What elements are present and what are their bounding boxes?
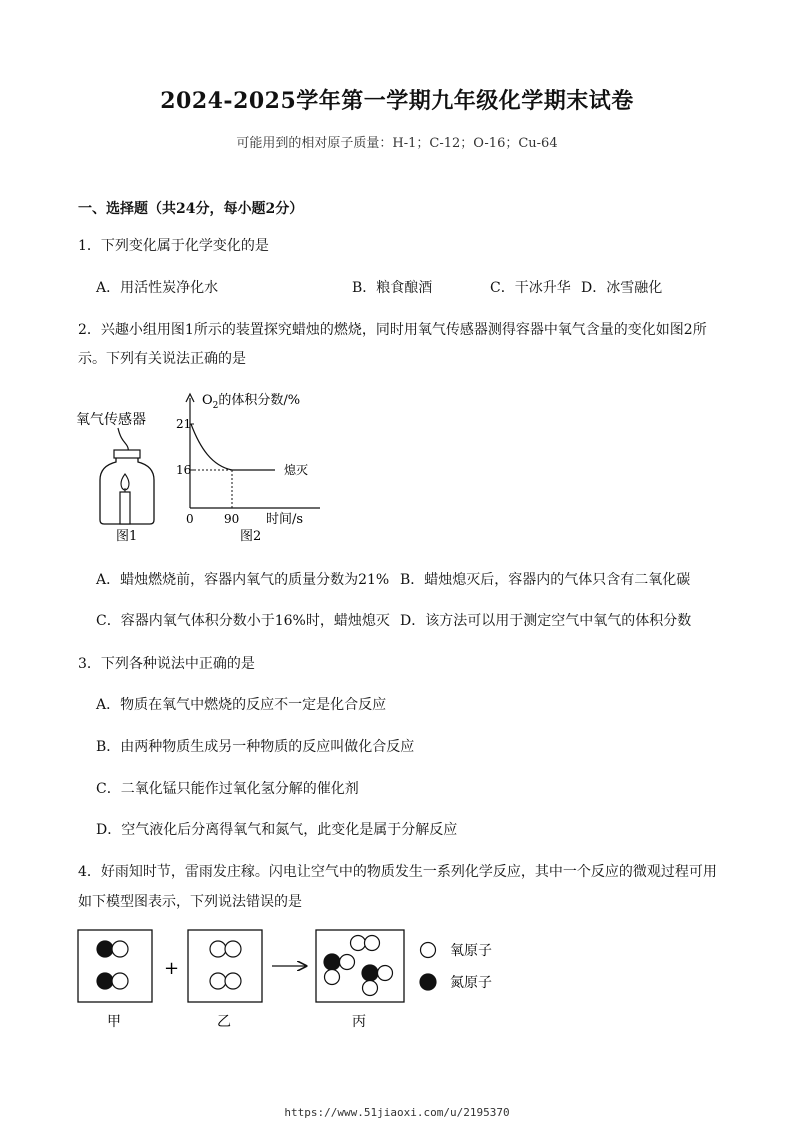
q2-option-d: D．该方法可以用于测定空气中氧气的体积分数 [400, 613, 692, 629]
fig2-ytick-16: 16 [176, 463, 192, 477]
oxygen-atom [363, 981, 378, 996]
nitrogen-atom [362, 965, 378, 981]
section-heading: 一、选择题（共24分，每小题2分） [78, 201, 304, 217]
sensor-label: 氧气传感器 [76, 412, 146, 428]
fig2-caption: 图2 [240, 529, 262, 544]
oxygen-atom [225, 941, 241, 957]
oxygen-atom [225, 973, 241, 989]
oxygen-atom [378, 966, 393, 981]
legend-oxygen-label: 氧原子 [450, 943, 492, 959]
legend-nitrogen-label: 氮原子 [450, 975, 492, 991]
legend-oxygen-icon [421, 943, 436, 958]
fig2-xlabel: 时间/s [266, 512, 304, 527]
o2-curve [191, 424, 275, 470]
label-yi: 乙 [217, 1014, 231, 1030]
q1-option-b: B．粮食酿酒 [352, 280, 433, 296]
nitrogen-atom [97, 941, 113, 957]
q4-stem-line2: 如下模型图表示，下列说法错误的是 [78, 894, 302, 910]
q2-option-c: C．容器内氧气体积分数小于16%时，蜡烛熄灭 [96, 613, 390, 629]
atomic-mass-note: 可能用到的相对原子质量：H-1；C-12；O-16；Cu-64 [236, 136, 558, 151]
legend-nitrogen-icon [420, 974, 436, 990]
fig2-xtick-90: 90 [224, 512, 240, 526]
q4-reaction-figure [70, 922, 520, 1032]
q4-stem-line1: 4．好雨知时节，雷雨发庄稼。闪电让空气中的物质发生一系列化学反应，其中一个反应的微观过程可用 [78, 864, 717, 880]
box-yi [188, 930, 262, 1002]
box-jia [78, 930, 152, 1002]
flame-icon [121, 474, 129, 490]
nitrogen-atom [324, 954, 340, 970]
oxygen-atom [210, 973, 226, 989]
label-bing: 丙 [352, 1014, 366, 1030]
q3-option-b: B．由两种物质生成另一种物质的反应叫做化合反应 [96, 739, 415, 755]
fig2-annotation: 熄灭 [284, 463, 309, 477]
q2-figure [70, 382, 330, 552]
oxygen-atom [325, 970, 340, 985]
q1-option-d: D．冰雪融化 [581, 280, 663, 296]
q3-option-a: A．物质在氧气中燃烧的反应不一定是化合反应 [96, 697, 387, 713]
q1-option-a: A．用活性炭净化水 [96, 280, 219, 296]
oxygen-atom [351, 936, 366, 951]
fig2-ytick-21: 21 [176, 417, 192, 431]
candle [120, 492, 130, 524]
oxygen-atom [112, 941, 128, 957]
oxygen-atom [112, 973, 128, 989]
q2-option-b: B．蜡烛熄灭后，容器内的气体只含有二氧化碳 [400, 572, 691, 588]
q3-option-c: C．二氧化锰只能作过氧化氢分解的催化剂 [96, 781, 359, 797]
q2-stem-line1: 2．兴趣小组用图1所示的装置探究蜡烛的燃烧，同时用氧气传感器测得容器中氧气含量的变化如图2所 [78, 322, 707, 338]
bottle-stopper [114, 450, 140, 458]
nitrogen-atom [97, 973, 113, 989]
q2-option-a: A．蜡烛燃烧前，容器内氧气的质量分数为21% [96, 572, 390, 588]
footer-url: https://www.51jiaoxi.com/u/2195370 [284, 1106, 510, 1119]
q3-option-d: D．空气液化后分离得氧气和氮气，此变化是属于分解反应 [96, 822, 458, 838]
fig2-xtick-0: 0 [186, 512, 194, 526]
q2-stem-line2: 示。下列有关说法正确的是 [78, 351, 246, 367]
fig2-ylabel: $O_2$的体积分数/% [202, 393, 301, 411]
fig1-caption: 图1 [116, 529, 138, 544]
oxygen-atom [365, 936, 380, 951]
q1-option-c: C．干冰升华 [490, 280, 571, 296]
q3-stem: 3．下列各种说法中正确的是 [78, 656, 255, 672]
exam-title: 2024-2025学年第一学期九年级化学期末试卷 [160, 88, 634, 114]
label-jia: 甲 [107, 1014, 121, 1030]
oxygen-atom [210, 941, 226, 957]
plus-sign: + [164, 958, 180, 979]
oxygen-atom [340, 955, 355, 970]
q1-stem: 1．下列变化属于化学变化的是 [78, 238, 269, 254]
